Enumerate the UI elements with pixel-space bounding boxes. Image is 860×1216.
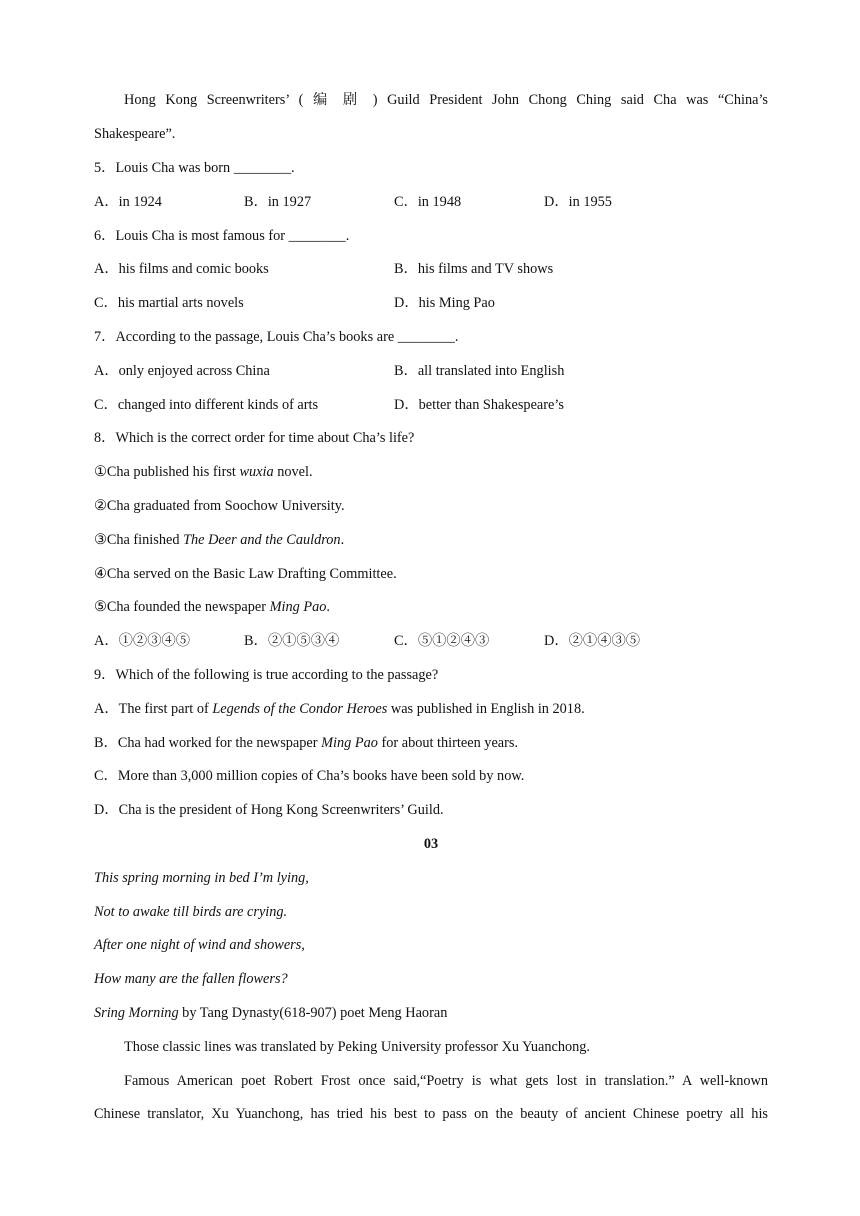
q8-event-1: ①Cha published his first wuxia novel. <box>94 464 313 480</box>
passage-line: Hong Kong Screenwriters’ ( 编 剧 ) Guild President John Chong Ching said Cha was “China’s <box>124 92 768 108</box>
q6-option-d: D．his Ming Pao <box>394 295 495 311</box>
q9-option-b: B．Cha had worked for the newspaper Ming Pao for about thirteen years. <box>94 735 519 751</box>
q5-option-a: A．in 1924 <box>94 194 162 210</box>
q7-option-c: C．changed into different kinds of arts <box>94 397 319 413</box>
q6-option-a: A．his films and comic books <box>94 261 269 277</box>
q6-option-c: C．his martial arts novels <box>94 295 244 311</box>
q8-option-a: A．①②③④⑤ <box>94 633 191 649</box>
q7-option-a: A．only enjoyed across China <box>94 363 270 379</box>
q8-option-b: B．②①⑤③④ <box>244 633 340 649</box>
q8-option-c: C．⑤①②④③ <box>394 633 490 649</box>
passage-line: Chinese translator, Xu Yuanchong, has tried his best to pass on the beauty of ancient Chinese poetry all his <box>94 1106 768 1122</box>
passage-line: Shakespeare”. <box>94 126 176 142</box>
q7-option-b: B．all translated into English <box>394 363 565 379</box>
poem-credit: Sring Morning by Tang Dynasty(618-907) poet Meng Haoran <box>94 1005 448 1021</box>
question-5-stem: 5．Louis Cha was born ________. <box>94 160 295 176</box>
q5-option-b: B．in 1927 <box>244 194 312 210</box>
question-6-stem: 6．Louis Cha is most famous for ________. <box>94 228 350 244</box>
q9-option-a: A．The first part of Legends of the Condor Heroes was published in English in 2018. <box>94 701 585 717</box>
q8-option-d: D．②①④③⑤ <box>544 633 641 649</box>
q8-event-3: ③Cha finished The Deer and the Cauldron. <box>94 532 345 548</box>
passage-line: Famous American poet Robert Frost once said,“Poetry is what gets lost in translation.” A well-known <box>124 1073 768 1089</box>
q7-option-d: D．better than Shakespeare’s <box>394 397 564 413</box>
q8-event-2: ②Cha graduated from Soochow University. <box>94 498 345 514</box>
q5-option-d: D．in 1955 <box>544 194 612 210</box>
poem-line: This spring morning in bed I’m lying, <box>94 870 309 886</box>
question-8-stem: 8．Which is the correct order for time about Cha’s life? <box>94 430 415 446</box>
poem-line: After one night of wind and showers, <box>94 937 305 953</box>
q6-option-b: B．his films and TV shows <box>394 261 554 277</box>
q9-option-d: D．Cha is the president of Hong Kong Screenwriters’ Guild. <box>94 802 444 818</box>
q8-event-5: ⑤Cha founded the newspaper Ming Pao. <box>94 599 330 615</box>
q5-option-c: C．in 1948 <box>394 194 462 210</box>
poem-line: How many are the fallen flowers? <box>94 971 288 987</box>
q9-option-c: C．More than 3,000 million copies of Cha’s books have been sold by now. <box>94 768 525 784</box>
section-number: 03 <box>423 836 439 852</box>
question-7-stem: 7．According to the passage, Louis Cha’s books are ________. <box>94 329 459 345</box>
passage-paragraph: Those classic lines was translated by Peking University professor Xu Yuanchong. <box>124 1039 591 1055</box>
q8-event-4: ④Cha served on the Basic Law Drafting Committee. <box>94 566 397 582</box>
question-9-stem: 9．Which of the following is true according to the passage? <box>94 667 439 683</box>
poem-line: Not to awake till birds are crying. <box>94 904 288 920</box>
